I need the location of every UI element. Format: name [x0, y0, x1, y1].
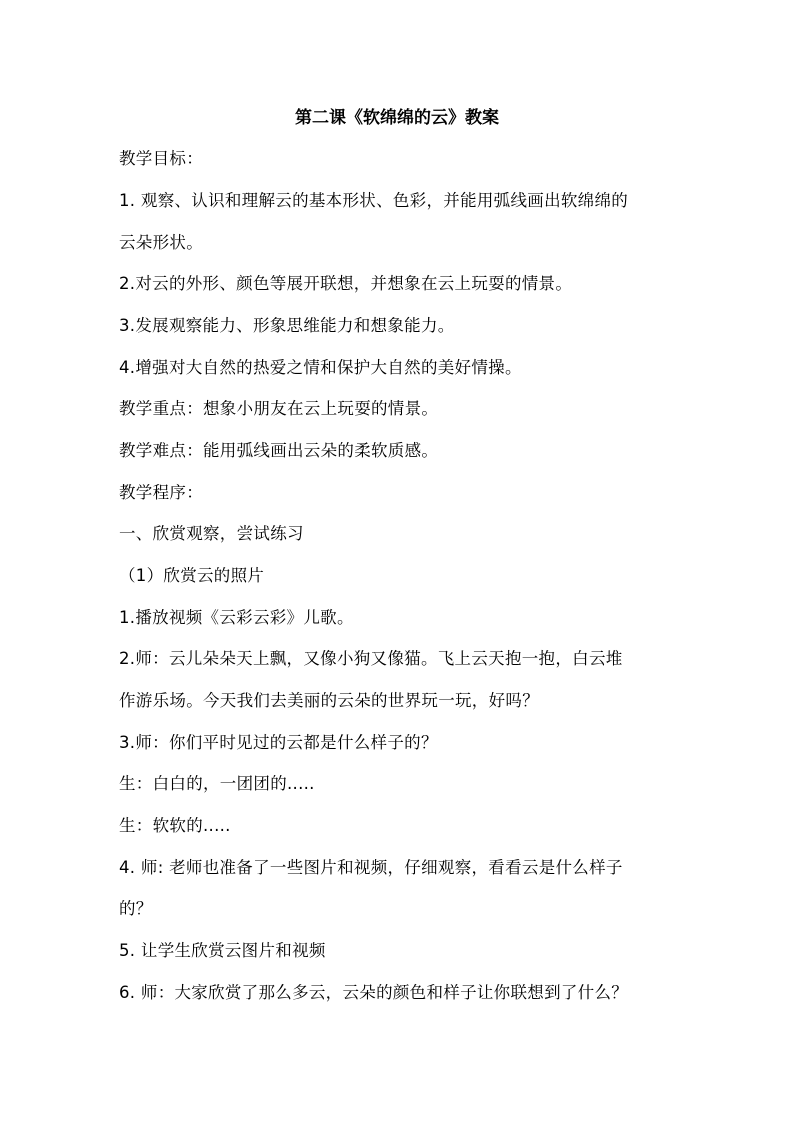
text-line: 的？ — [119, 899, 153, 918]
text-line: 一、欣赏观察，尝试练习 — [119, 524, 304, 543]
text-line: 作游乐场。今天我们去美丽的云朵的世界玩一玩，好吗？ — [119, 691, 539, 710]
text-line: 1. 观察、认识和理解云的基本形状、色彩，并能用弧线画出软绵绵的 — [119, 191, 629, 210]
text-line: 教学重点：想象小朋友在云上玩耍的情景。 — [119, 399, 439, 418]
text-line: 6. 师：大家欣赏了那么多云，云朵的颜色和样子让你联想到了什么？ — [119, 983, 629, 1002]
text-line: 2.师：云儿朵朵天上飘，又像小狗又像猫。飞上云天抱一抱，白云堆 — [119, 649, 623, 668]
text-line: 教学难点：能用弧线画出云朵的柔软质感。 — [119, 441, 439, 460]
text-line: 3.发展观察能力、形象思维能力和想象能力。 — [119, 316, 455, 335]
text-line: 3.师：你们平时见过的云都是什么样子的？ — [119, 733, 438, 752]
text-line: 5. 让学生欣赏云图片和视频 — [119, 941, 326, 960]
text-line: 4. 师: 老师也准备了一些图片和视频，仔细观察，看看云是什么样子 — [119, 858, 623, 877]
text-line: 云朵形状。 — [119, 233, 203, 252]
text-line: 生：软软的..... — [119, 816, 231, 835]
text-line: 4.增强对大自然的热爱之情和保护大自然的美好情操。 — [119, 358, 522, 377]
text-line: 教学目标： — [119, 149, 203, 168]
text-line: 生：白白的，一团团的..... — [119, 774, 315, 793]
text-line: 2.对云的外形、颜色等展开联想，并想象在云上玩耍的情景。 — [119, 274, 573, 293]
text-line: 教学程序： — [119, 483, 203, 502]
text-line: 1.播放视频《云彩云彩》儿歌。 — [119, 608, 354, 627]
text-line: （1）欣赏云的照片 — [119, 566, 265, 585]
document-title: 第二课《软绵绵的云》教案 — [295, 108, 499, 128]
